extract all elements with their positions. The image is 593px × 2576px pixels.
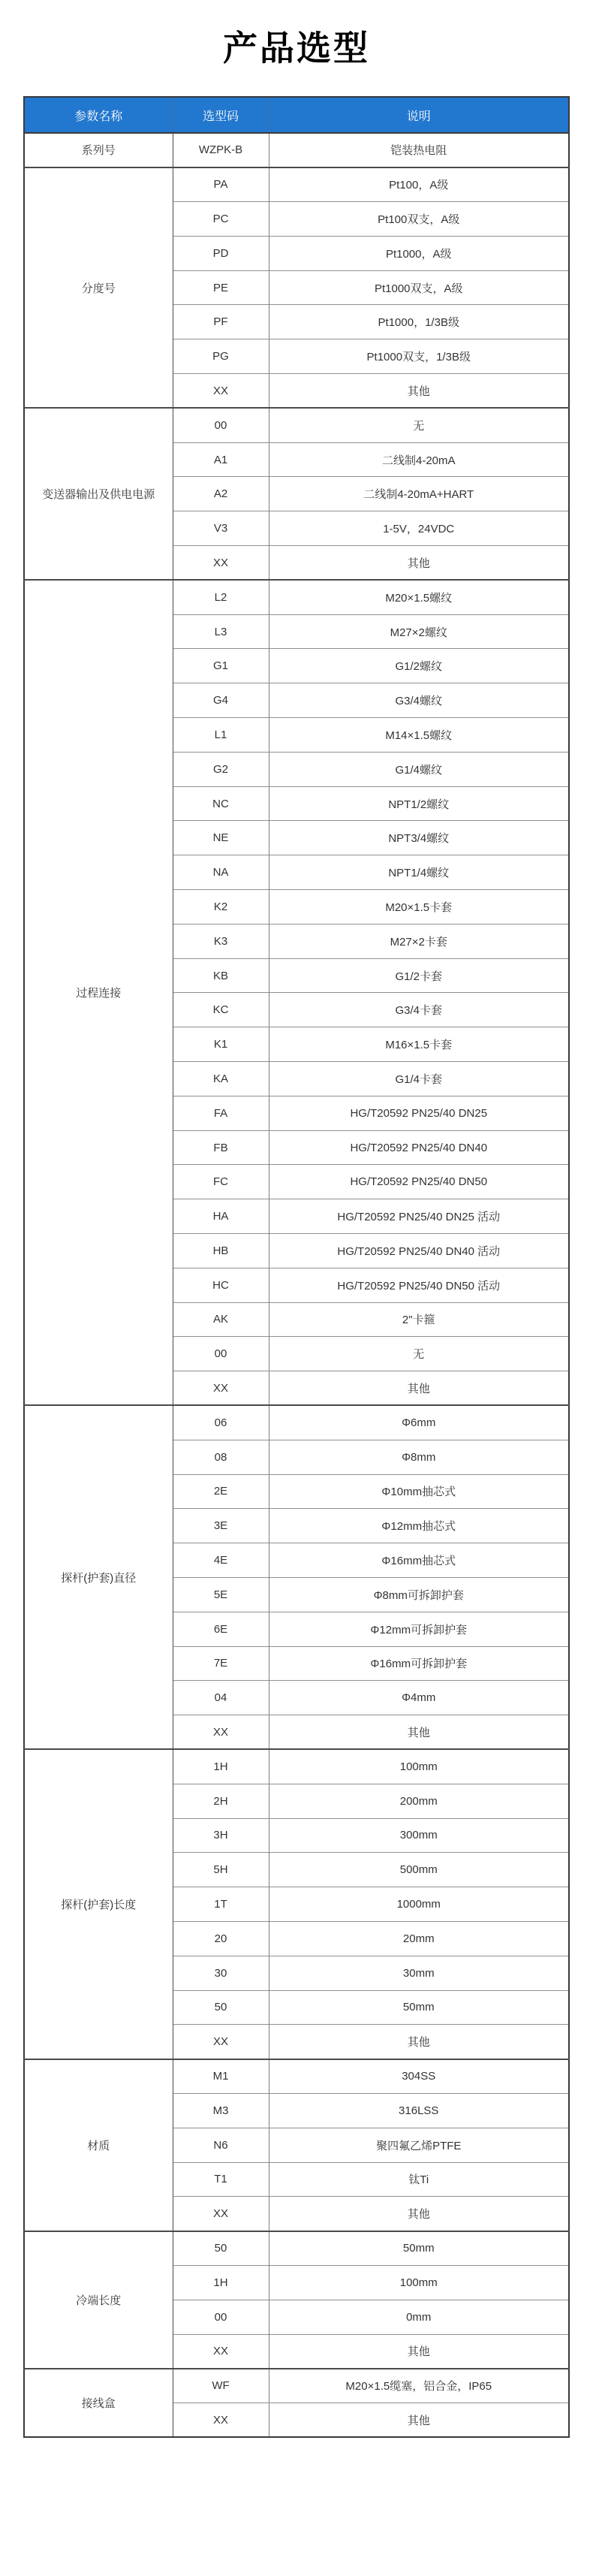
description-cell: 0mm [269, 2300, 569, 2334]
description-cell: HG/T20592 PN25/40 DN40 [269, 1130, 569, 1165]
selection-code-cell: 3E [173, 1509, 269, 1543]
description-cell: 无 [269, 408, 569, 442]
description-cell: 无 [269, 1337, 569, 1371]
selection-code-cell: XX [173, 374, 269, 409]
description-cell: HG/T20592 PN25/40 DN50 活动 [269, 1268, 569, 1302]
selection-code-cell: 3H [173, 1818, 269, 1853]
selection-code-cell: NE [173, 821, 269, 855]
description-cell: 100mm [269, 2265, 569, 2300]
description-cell: 铠装热电阻 [269, 133, 569, 167]
description-cell: Φ12mm抽芯式 [269, 1509, 569, 1543]
selection-code-cell: PA [173, 167, 269, 202]
description-cell: G1/2卡套 [269, 958, 569, 993]
selection-code-cell: 2E [173, 1474, 269, 1509]
selection-code-cell: K3 [173, 924, 269, 958]
table-row [24, 2231, 569, 2266]
selection-code-cell: G1 [173, 649, 269, 683]
description-cell: 二线制4-20mA+HART [269, 477, 569, 511]
selection-code-cell: FA [173, 1096, 269, 1130]
description-cell: M20×1.5螺纹 [269, 580, 569, 614]
selection-code-cell: AK [173, 1302, 269, 1337]
selection-code-cell: 50 [173, 1990, 269, 2025]
selection-code-cell: A1 [173, 442, 269, 477]
description-cell: G3/4螺纹 [269, 683, 569, 718]
description-cell: 2"卡箍 [269, 1302, 569, 1337]
selection-code-cell: 00 [173, 2300, 269, 2334]
selection-code-cell: PD [173, 236, 269, 270]
description-cell: M20×1.5卡套 [269, 890, 569, 925]
table-row [24, 167, 569, 202]
description-cell: 聚四氟乙烯PTFE [269, 2128, 569, 2162]
selection-code-cell: XX [173, 2403, 269, 2438]
parameter-name-cell: 探杆(护套)长度 [24, 1749, 173, 2059]
selection-code-cell: G2 [173, 752, 269, 786]
description-cell: 二线制4-20mA [269, 442, 569, 477]
selection-code-cell: V3 [173, 511, 269, 546]
selection-code-cell: XX [173, 546, 269, 581]
table-row [24, 2059, 569, 2094]
selection-code-cell: WZPK-B [173, 133, 269, 167]
selection-code-cell: HB [173, 1234, 269, 1268]
description-cell: 1-5V，24VDC [269, 511, 569, 546]
product-selection-table [23, 96, 570, 2438]
selection-code-cell: WF [173, 2369, 269, 2403]
page-title: 产品选型 [223, 29, 370, 68]
description-cell: Pt1000，1/3B级 [269, 305, 569, 339]
description-cell: M14×1.5螺纹 [269, 718, 569, 753]
selection-code-cell: N6 [173, 2128, 269, 2162]
description-cell: M20×1.5缆塞，铝合金，IP65 [269, 2369, 569, 2403]
description-cell: Φ4mm [269, 1681, 569, 1715]
description-cell: HG/T20592 PN25/40 DN40 活动 [269, 1234, 569, 1268]
column-header-selection-code: 选型码 [173, 97, 269, 133]
table-row [24, 1749, 569, 1784]
description-cell: 316LSS [269, 2093, 569, 2128]
description-cell: 1000mm [269, 1887, 569, 1922]
selection-code-cell: XX [173, 2025, 269, 2059]
description-cell: 其他 [269, 1371, 569, 1406]
description-cell: 50mm [269, 2231, 569, 2266]
description-cell: M27×2螺纹 [269, 614, 569, 649]
selection-code-cell: 2H [173, 1784, 269, 1818]
description-cell: G1/4卡套 [269, 1062, 569, 1096]
table-row [24, 2369, 569, 2403]
description-cell: HG/T20592 PN25/40 DN25 [269, 1096, 569, 1130]
selection-code-cell: XX [173, 1715, 269, 1750]
header-row [24, 97, 569, 133]
selection-code-cell: KA [173, 1062, 269, 1096]
parameter-name-cell: 系列号 [24, 133, 173, 167]
selection-code-cell: XX [173, 1371, 269, 1406]
description-cell: HG/T20592 PN25/40 DN25 活动 [269, 1199, 569, 1234]
selection-code-cell: K2 [173, 890, 269, 925]
parameter-name-cell: 材质 [24, 2059, 173, 2231]
description-cell: 其他 [269, 1715, 569, 1750]
selection-code-cell: 08 [173, 1440, 269, 1474]
description-cell: G1/2螺纹 [269, 649, 569, 683]
selection-code-cell: 4E [173, 1543, 269, 1578]
description-cell: M16×1.5卡套 [269, 1027, 569, 1062]
selection-code-cell: HC [173, 1268, 269, 1302]
selection-code-cell: 1T [173, 1887, 269, 1922]
description-cell: 其他 [269, 546, 569, 581]
selection-code-cell: PF [173, 305, 269, 339]
selection-code-cell: FB [173, 1130, 269, 1165]
selection-code-cell: M1 [173, 2059, 269, 2094]
description-cell: 其他 [269, 2025, 569, 2059]
selection-code-cell: 1H [173, 1749, 269, 1784]
selection-code-cell: NA [173, 855, 269, 890]
table-header [24, 97, 569, 133]
selection-code-cell: KB [173, 958, 269, 993]
description-cell: Φ12mm可拆卸护套 [269, 1612, 569, 1646]
selection-code-cell: L3 [173, 614, 269, 649]
selection-code-cell: 5E [173, 1577, 269, 1612]
selection-code-cell: T1 [173, 2162, 269, 2197]
description-cell: NPT1/2螺纹 [269, 786, 569, 821]
selection-code-cell: 20 [173, 1921, 269, 1956]
parameter-name-cell: 探杆(护套)直径 [24, 1405, 173, 1749]
description-cell: 500mm [269, 1853, 569, 1887]
selection-code-cell: G4 [173, 683, 269, 718]
table-row [24, 580, 569, 614]
description-cell: Pt100双支，A级 [269, 202, 569, 237]
selection-code-cell: M3 [173, 2093, 269, 2128]
selection-code-cell: PG [173, 339, 269, 374]
description-cell: 其他 [269, 2403, 569, 2438]
description-cell: Pt100，A级 [269, 167, 569, 202]
column-header-parameter-name: 参数名称 [24, 97, 173, 133]
parameter-name-cell: 分度号 [24, 167, 173, 409]
description-cell: NPT3/4螺纹 [269, 821, 569, 855]
selection-table-body [24, 133, 569, 2437]
selection-code-cell: HA [173, 1199, 269, 1234]
description-cell: NPT1/4螺纹 [269, 855, 569, 890]
selection-code-cell: 50 [173, 2231, 269, 2266]
description-cell: Φ16mm可拆卸护套 [269, 1646, 569, 1681]
description-cell: G1/4螺纹 [269, 752, 569, 786]
selection-code-cell: NC [173, 786, 269, 821]
description-cell: 20mm [269, 1921, 569, 1956]
selection-code-cell: KC [173, 993, 269, 1027]
description-cell: HG/T20592 PN25/40 DN50 [269, 1165, 569, 1199]
selection-code-cell: FC [173, 1165, 269, 1199]
parameter-name-cell: 变送器输出及供电电源 [24, 408, 173, 580]
description-cell: Φ10mm抽芯式 [269, 1474, 569, 1509]
description-cell: 50mm [269, 1990, 569, 2025]
parameter-name-cell: 过程连接 [24, 580, 173, 1405]
description-cell: M27×2卡套 [269, 924, 569, 958]
selection-code-cell: 00 [173, 1337, 269, 1371]
column-header-description: 说明 [269, 97, 569, 133]
description-cell: Pt1000双支，1/3B级 [269, 339, 569, 374]
description-cell: 其他 [269, 2197, 569, 2231]
selection-code-cell: 7E [173, 1646, 269, 1681]
description-cell: 其他 [269, 374, 569, 409]
selection-code-cell: 06 [173, 1405, 269, 1440]
selection-code-cell: PC [173, 202, 269, 237]
description-cell: 30mm [269, 1956, 569, 1990]
selection-code-cell: L1 [173, 718, 269, 753]
selection-code-cell: 5H [173, 1853, 269, 1887]
description-cell: 100mm [269, 1749, 569, 1784]
selection-code-cell: 6E [173, 1612, 269, 1646]
parameter-name-cell: 冷端长度 [24, 2231, 173, 2369]
description-cell: Φ16mm抽芯式 [269, 1543, 569, 1578]
description-cell: 300mm [269, 1818, 569, 1853]
selection-code-cell: 30 [173, 1956, 269, 1990]
selection-code-cell: A2 [173, 477, 269, 511]
selection-code-cell: XX [173, 2334, 269, 2369]
selection-code-cell: 00 [173, 408, 269, 442]
selection-code-cell: K1 [173, 1027, 269, 1062]
selection-code-cell: 1H [173, 2265, 269, 2300]
description-cell: Pt1000双支，A级 [269, 270, 569, 305]
description-cell: 其他 [269, 2334, 569, 2369]
selection-code-cell: 04 [173, 1681, 269, 1715]
selection-code-cell: XX [173, 2197, 269, 2231]
selection-code-cell: PE [173, 270, 269, 305]
description-cell: Φ6mm [269, 1405, 569, 1440]
table-row [24, 133, 569, 167]
selection-code-cell: L2 [173, 580, 269, 614]
description-cell: 钛Ti [269, 2162, 569, 2197]
description-cell: Φ8mm [269, 1440, 569, 1474]
table-row [24, 1405, 569, 1440]
table-row [24, 408, 569, 442]
description-cell: G3/4卡套 [269, 993, 569, 1027]
description-cell: Φ8mm可拆卸护套 [269, 1577, 569, 1612]
parameter-name-cell: 接线盒 [24, 2369, 173, 2438]
description-cell: 200mm [269, 1784, 569, 1818]
description-cell: 304SS [269, 2059, 569, 2094]
description-cell: Pt1000，A级 [269, 236, 569, 270]
